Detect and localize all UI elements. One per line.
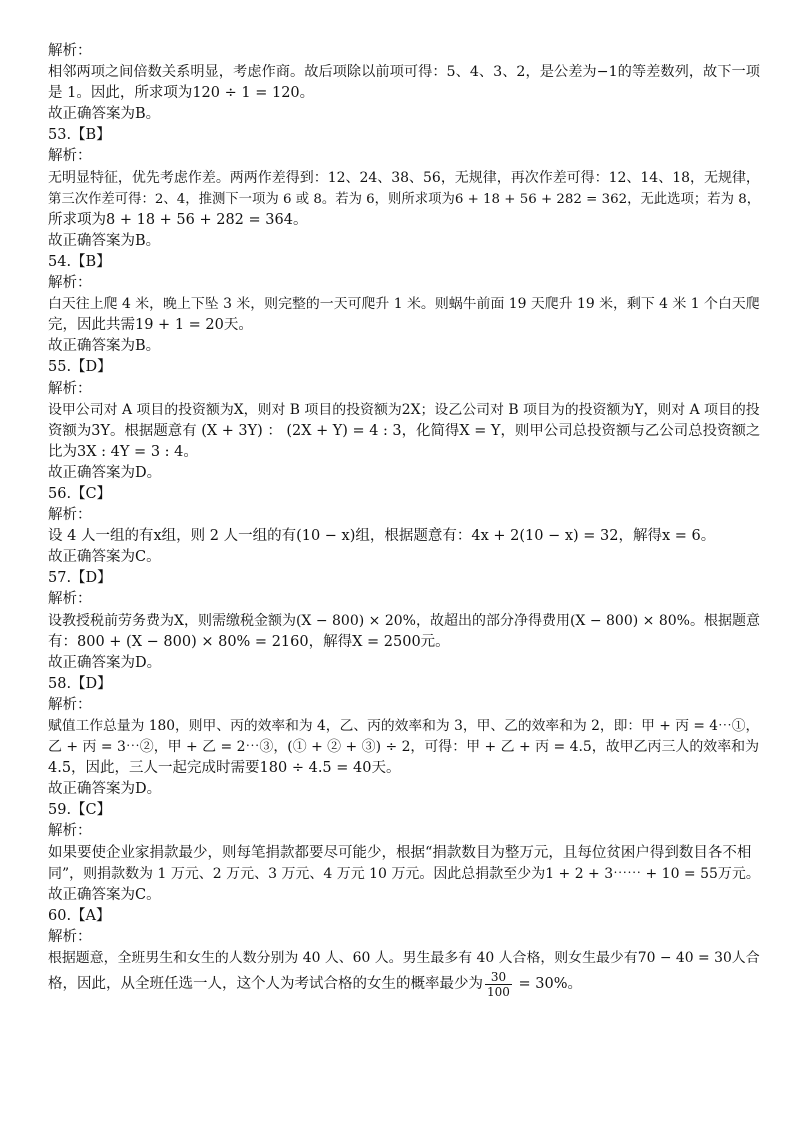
text-line: 解析： bbox=[48, 43, 92, 59]
text-line: 解析： bbox=[48, 275, 92, 292]
text-line: 4.5，因此，三人一起完成时需要180 ÷ 4.5 = 40天。 bbox=[48, 760, 401, 777]
text-line: 解析： bbox=[48, 696, 92, 713]
text-line: 故正确答案为B。 bbox=[48, 106, 161, 123]
text-line: 资额为3Y。根据题意有 (X + 3Y) ： (2X + Y) = 4 : 3，化简得X = Y，则甲公司总投资额与乙公司总投资额之 bbox=[48, 422, 761, 439]
text-line: 设教授税前劳务费为X，则需缴税金额为(X − 800) × 20%，故超出的部分净得费用(X − 800) × 80%。根据题意 bbox=[48, 612, 760, 629]
text-line: 故正确答案为C。 bbox=[48, 886, 161, 903]
text-line: 无明显特征，优先考虑作差。两两作差得到：12、24、38、56，无规律，再次作差可得：12、14、18，无规律， bbox=[48, 169, 760, 186]
question-number: 58.【D】 bbox=[48, 675, 112, 692]
text-line: 比为3X : 4Y = 3 : 4。 bbox=[48, 443, 198, 460]
text-line: 解析： bbox=[48, 591, 92, 608]
text-line: 所求项为8 + 18 + 56 + 282 = 364。 bbox=[48, 211, 308, 228]
text-line: 有：800 + (X − 800) × 80% = 2160，解得X = 2500元。 bbox=[48, 633, 450, 650]
text-line: 第三次作差可得：2、4，推测下一项为 6 或 8。若为 6，则所求项为6 + 18 + 56 + 282 = 362，无此选项；若为 8， bbox=[48, 191, 761, 207]
question-number: 60.【A】 bbox=[48, 907, 111, 924]
text-line: 完，因此共需19 + 1 = 20天。 bbox=[48, 317, 253, 334]
text-line: 解析： bbox=[48, 928, 92, 945]
text-line: 同”，则捐款数为 1 万元、2 万元、3 万元、4 万元 10 万元。因此总捐款至少为1 + 2 + 3⋯⋯ + 10 = 55万元。 bbox=[48, 865, 760, 882]
text-line: 相邻两项之间倍数关系明显，考虑作商。故后项除以前项可得：5、4、3、2，是公差为−1的等差数列，故下一项 bbox=[48, 64, 760, 81]
text-line-with-fraction bbox=[48, 969, 760, 999]
question-number: 59.【C】 bbox=[48, 802, 112, 819]
fraction-denominator: 100 bbox=[487, 984, 510, 999]
question-number: 55.【D】 bbox=[48, 359, 112, 376]
text-line: 解析： bbox=[48, 148, 92, 165]
question-number: 57.【D】 bbox=[48, 570, 112, 587]
text-fragment: 格，因此，从全班任选一人，这个人为考试合格的女生的概率最少为 bbox=[48, 976, 483, 993]
text-line: 乙 + 丙 = 3⋯②，甲 + 乙 = 2⋯③，(① + ② + ③) ÷ 2，可得：甲 + 乙 + 丙 = 4.5，故甲乙丙三人的效率和为 bbox=[48, 739, 760, 756]
text-line: 故正确答案为D。 bbox=[48, 654, 162, 671]
text-line: 解析： bbox=[48, 380, 92, 397]
text-line: 故正确答案为C。 bbox=[48, 549, 161, 566]
text-line: 根据题意，全班男生和女生的人数分别为 40 人、60 人。男生最多有 40 人合格，则女生最少有70 − 40 = 30人合 bbox=[48, 950, 760, 967]
text-line: 白天往上爬 4 米，晚上下坠 3 米，则完整的一天可爬升 1 米。则蜗牛前面 19 天爬升 19 米，剩下 4 米 1 个白天爬 bbox=[48, 296, 760, 313]
text-line: 如果要使企业家捐款最少，则每笔捐款都要尽可能少，根据“捐款数目为整万元，且每位贫困户得到数目各不相 bbox=[48, 844, 752, 861]
text-line: 是 1。因此，所求项为120 ÷ 1 = 120。 bbox=[48, 85, 315, 102]
text-line: 设甲公司对 A 项目的投资额为X，则对 B 项目的投资额为2X；设乙公司对 B 项目为的投资额为Y，则对 A 项目的投 bbox=[48, 401, 760, 418]
text-fragment: = 30%。 bbox=[513, 976, 583, 993]
fraction bbox=[485, 970, 512, 999]
text-line: 故正确答案为D。 bbox=[48, 464, 162, 481]
question-number: 56.【C】 bbox=[48, 485, 112, 502]
text-line: 解析： bbox=[48, 507, 92, 524]
question-number: 53.【B】 bbox=[48, 127, 111, 144]
text-line: 赋值工作总量为 180，则甲、丙的效率和为 4，乙、丙的效率和为 3，甲、乙的效率和为 2，即：甲 + 丙 = 4⋯①， bbox=[48, 718, 760, 734]
question-number: 54.【B】 bbox=[48, 253, 111, 270]
text-line: 故正确答案为B。 bbox=[48, 232, 161, 249]
text-line: 故正确答案为D。 bbox=[48, 781, 162, 798]
text-line: 故正确答案为B。 bbox=[48, 338, 161, 355]
text-line: 解析： bbox=[48, 823, 92, 840]
document-body bbox=[48, 41, 760, 999]
text-line: 设 4 人一组的有x组，则 2 人一组的有(10 − x)组，根据题意有：4x + 2(10 − x) = 32，解得x = 6。 bbox=[48, 528, 716, 545]
fraction-numerator: 30 bbox=[485, 970, 512, 985]
